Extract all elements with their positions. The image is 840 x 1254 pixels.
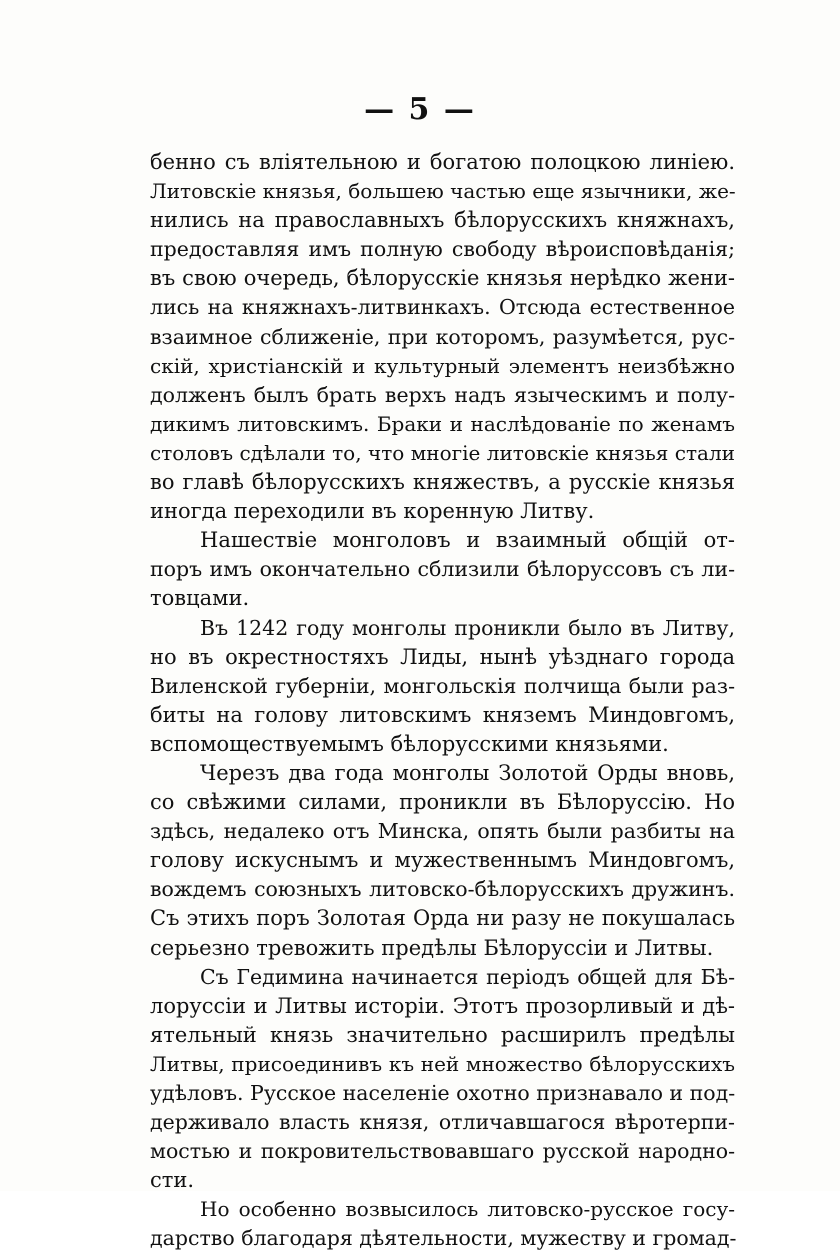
- paragraph-start-line: Въ 1242 году монголы проникли было въ Литву,: [200, 615, 735, 640]
- text-line: со свѣжими силами, проникли въ Бѣлоруссію. Но: [150, 790, 735, 815]
- text-line: лоруссіи и Литвы исторіи. Этотъ прозорливый и дѣ-: [150, 993, 735, 1018]
- text-line: во главѣ бѣлорусскихъ княжествъ, а русскіе князья: [150, 470, 735, 495]
- paragraph-start-line: Съ Гедимина начинается періодъ общей для Бѣ-: [200, 964, 735, 989]
- text-line: долженъ былъ брать верхъ надъ языческимъ и полу-: [150, 382, 735, 407]
- text-line: Литвы, присоединивъ къ ней множество бѣлорусскихъ: [150, 1051, 735, 1076]
- text-line: нились на православныхъ бѣлорусскихъ княжнахъ,: [150, 208, 735, 233]
- text-line: предоставляя имъ полную свободу вѣроисповѣданія;: [150, 237, 735, 262]
- text-line: здѣсь, недалеко отъ Минска, опять были разбиты на: [150, 819, 735, 844]
- text-line: дарство благодаря дѣятельности, мужеству и громад-: [150, 1226, 737, 1251]
- text-line: голову искуснымъ и мужественнымъ Миндовгомъ,: [150, 848, 735, 873]
- text-line: Виленской губерніи, монгольскія полчища были раз-: [150, 673, 735, 698]
- text-line: серьезно тревожить предѣлы Бѣлоруссіи и Литвы.: [150, 935, 714, 960]
- text-line: въ свою очередь, бѣлорусскіе князья нерѣдко жени-: [150, 266, 735, 291]
- text-line: удѣловъ. Русское населеніе охотно признавало и под-: [150, 1081, 736, 1105]
- text-line: вождемъ союзныхъ литовско-бѣлорусскихъ дружинъ.: [150, 877, 735, 902]
- page-number: — 5 —: [364, 92, 476, 127]
- text-line: держивало власть князя, отличавшагося вѣротерпи-: [150, 1110, 735, 1135]
- body-text: [150, 148, 735, 1254]
- text-line: поръ имъ окончательно сблизили бѣлоруссовъ съ ли-: [150, 557, 735, 582]
- text-line: вспомоществуемымъ бѣлорусскими князьями.: [150, 731, 669, 756]
- text-line: биты на голову литовскимъ княземъ Миндовгомъ,: [150, 702, 735, 727]
- text-line: дикимъ литовскимъ. Браки и наслѣдованіе по женамъ: [150, 411, 735, 436]
- text-line: столовъ сдѣлали то, что многіе литовскіе князья стали: [150, 440, 735, 465]
- text-line: сти.: [150, 1168, 195, 1193]
- text-line: лись на княжнахъ-литвинкахъ. Отсюда естественное: [150, 295, 735, 320]
- paragraph-start-line: Нашествіе монголовъ и взаимный общій от-: [200, 528, 735, 553]
- text-line: Съ этихъ поръ Золотая Орда ни разу не покушалась: [150, 906, 735, 931]
- text-line: иногда переходили въ коренную Литву.: [150, 499, 595, 524]
- text-line: скій, христіанскій и культурный элементъ неизбѣжно: [150, 353, 735, 378]
- text-line: Литовскіе князья, большею частью еще язычники, же-: [150, 179, 736, 204]
- text-line: ятельный князь значительно расширилъ предѣлы: [150, 1022, 735, 1047]
- text-line: но въ окрестностяхъ Лиды, нынѣ уѣзднаго города: [150, 644, 735, 669]
- text-line: бенно съ вліятельною и богатою полоцкою линіею.: [150, 150, 735, 174]
- text-line: мостью и покровительствовавшаго русской народно-: [150, 1139, 735, 1164]
- text-line: товцами.: [150, 586, 250, 611]
- text-line: взаимное сближеніе, при которомъ, разумѣется, рус-: [150, 324, 735, 349]
- paragraph-start-line: Но особенно возвысилось литовско-русское госу-: [200, 1197, 735, 1222]
- paragraph-start-line: Черезъ два года монголы Золотой Орды вновь,: [200, 760, 735, 785]
